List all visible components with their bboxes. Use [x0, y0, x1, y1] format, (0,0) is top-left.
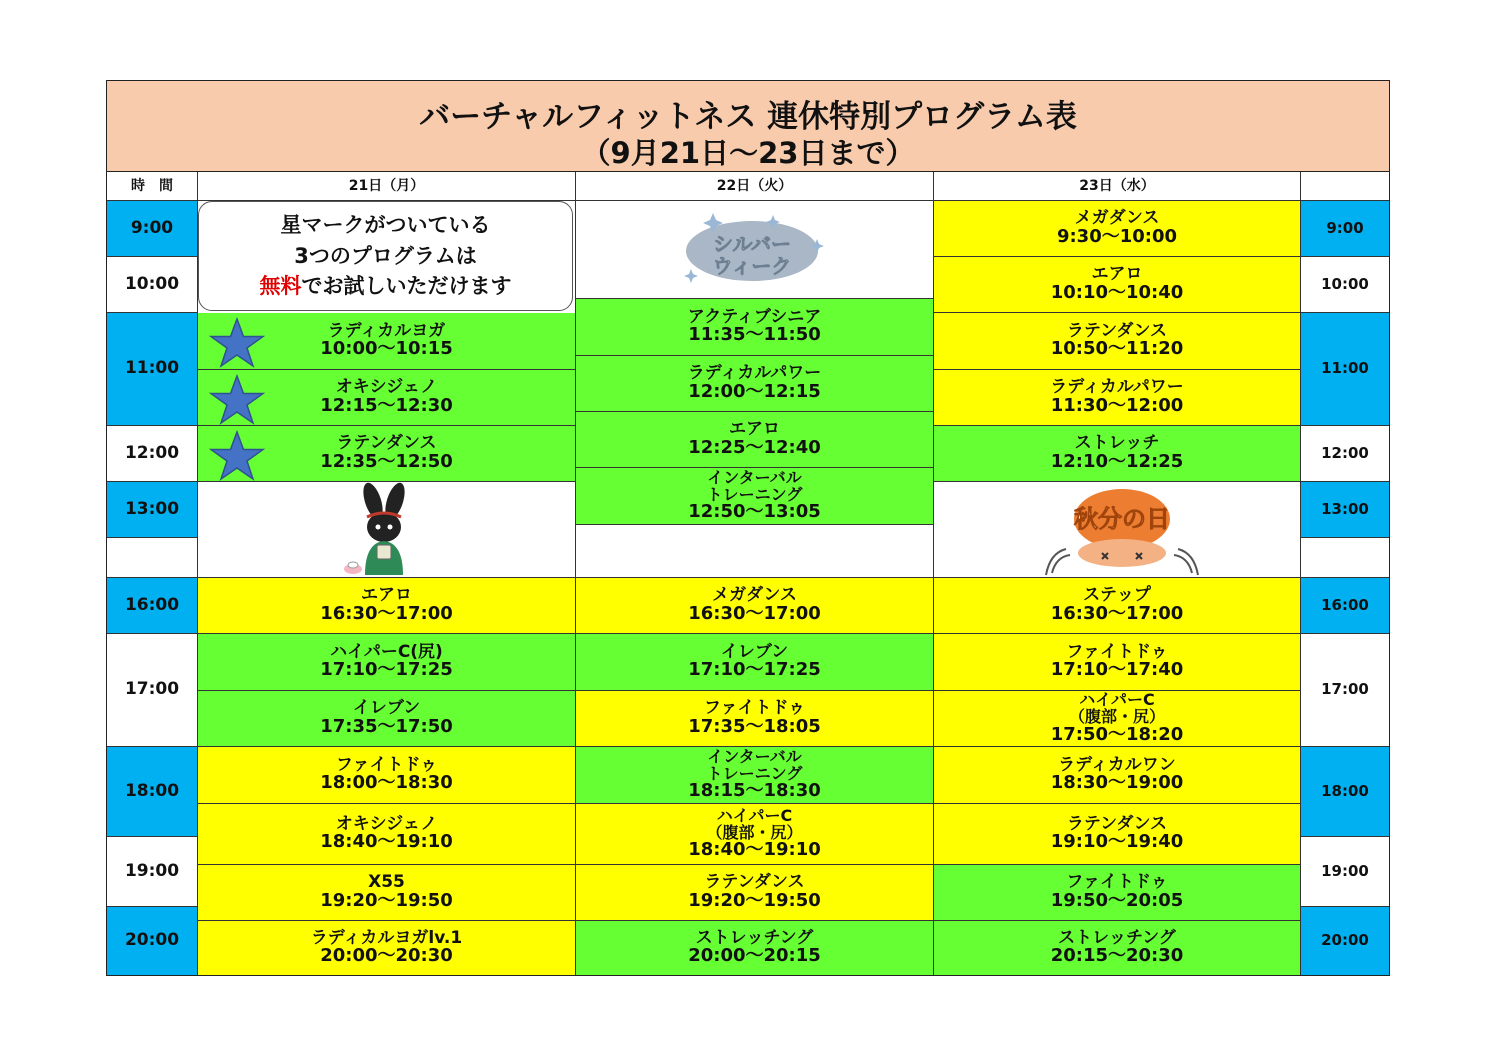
- program-cell[interactable]: ストレッチ 12:10～12:25: [934, 426, 1301, 482]
- program-cell[interactable]: ラディカルパワー 11:30～12:00: [934, 370, 1301, 426]
- time-label-left: 20:00: [107, 907, 198, 975]
- program-cell[interactable]: ハイパーC （腹部・尻） 17:50～18:20: [934, 691, 1301, 747]
- time-label-left: 16:00: [107, 578, 198, 634]
- autumn-equinox-text: 秋分の日: [1074, 505, 1170, 533]
- program-cell[interactable]: アクティブシニア 11:35～11:50: [576, 299, 934, 356]
- program-cell[interactable]: エアロ 12:25～12:40: [576, 412, 934, 468]
- page-title: バーチャルフィットネス 連休特別プログラム表: [419, 99, 1077, 135]
- star-icon: [208, 430, 266, 482]
- program-cell[interactable]: イレブン 17:10～17:25: [576, 634, 934, 691]
- notice-line-1: 星マークがついている: [280, 213, 491, 238]
- program-cell[interactable]: メガダンス 16:30～17:00: [576, 578, 934, 634]
- program-cell[interactable]: ハイパーC(尻) 17:10～17:25: [198, 634, 576, 691]
- star-icon: [208, 317, 266, 369]
- page-subtitle: （9月21日～23日まで）: [581, 136, 915, 170]
- header-time: 時 間: [107, 172, 198, 201]
- header-blank: [1301, 172, 1389, 201]
- time-label-right: 13:00: [1301, 482, 1389, 538]
- program-cell[interactable]: X55 19:20～19:50: [198, 865, 576, 921]
- star-icon: [208, 374, 266, 426]
- time-label-left: 9:00: [107, 201, 198, 257]
- program-cell[interactable]: ラテンダンス 19:10～19:40: [934, 804, 1301, 865]
- program-cell[interactable]: メガダンス 9:30～10:00: [934, 201, 1301, 257]
- program-cell[interactable]: ラディカルヨガ 10:00～10:15: [198, 313, 576, 370]
- time-label-right: 16:00: [1301, 578, 1389, 634]
- header-day-21: 21日（月）: [198, 172, 576, 201]
- time-label-right: 9:00: [1301, 201, 1389, 257]
- time-label-right: 19:00: [1301, 837, 1389, 907]
- program-cell[interactable]: ラテンダンス 19:20～19:50: [576, 865, 934, 921]
- autumn-equinox-illustration: [1042, 483, 1202, 577]
- time-label-right-blank: [1301, 538, 1389, 578]
- program-cell[interactable]: ストレッチング 20:15～20:30: [934, 921, 1301, 975]
- program-cell[interactable]: ラテンダンス 10:50～11:20: [934, 313, 1301, 370]
- program-cell[interactable]: オキシジェノ 12:15～12:30: [198, 370, 576, 426]
- program-cell[interactable]: イレブン 17:35～17:50: [198, 691, 576, 747]
- program-cell[interactable]: ラディカルワン 18:30～19:00: [934, 747, 1301, 804]
- time-label-left-blank: [107, 538, 198, 578]
- time-label-left: 13:00: [107, 482, 198, 538]
- silver-week-text: シルバー: [712, 232, 792, 256]
- time-label-left: 19:00: [107, 837, 198, 907]
- program-cell[interactable]: ラテンダンス 12:35～12:50: [198, 426, 576, 482]
- notice-free-text: 無料: [259, 274, 302, 299]
- program-cell[interactable]: エアロ 10:10～10:40: [934, 257, 1301, 313]
- time-label-right: 11:00: [1301, 313, 1389, 426]
- time-label-left: 10:00: [107, 257, 198, 313]
- time-label-left: 12:00: [107, 426, 198, 482]
- silver-week-illustration: [677, 203, 827, 289]
- time-label-right: 18:00: [1301, 747, 1389, 837]
- day2-blank-afternoon: [576, 525, 934, 578]
- program-cell[interactable]: エアロ 16:30～17:00: [198, 578, 576, 634]
- program-cell[interactable]: ファイトドゥ 19:50～20:05: [934, 865, 1301, 921]
- program-cell[interactable]: ステップ 16:30～17:00: [934, 578, 1301, 634]
- program-cell[interactable]: ファイトドゥ 17:10～17:40: [934, 634, 1301, 691]
- time-label-left: 18:00: [107, 747, 198, 837]
- header-day-23: 23日（水）: [934, 172, 1301, 201]
- program-cell[interactable]: インターバル トレーニング 18:15～18:30: [576, 747, 934, 804]
- program-cell[interactable]: オキシジェノ 18:40～19:10: [198, 804, 576, 865]
- time-label-right: 12:00: [1301, 426, 1389, 482]
- schedule-sheet: [106, 80, 1390, 976]
- notice-line-3: 無料でお試しいただけます: [259, 274, 512, 299]
- time-label-right: 20:00: [1301, 907, 1389, 975]
- time-label-left: 17:00: [107, 634, 198, 747]
- program-cell[interactable]: ハイパーC （腹部・尻） 18:40～19:10: [576, 804, 934, 865]
- program-cell[interactable]: ラディカルパワー 12:00～12:15: [576, 356, 934, 412]
- program-cell[interactable]: ストレッチング 20:00～20:15: [576, 921, 934, 975]
- notice-line-2: 3つのプログラムは: [294, 243, 477, 268]
- header-day-22: 22日（火）: [576, 172, 934, 201]
- silver-week-text: ウィーク: [712, 254, 792, 278]
- free-trial-notice: [198, 201, 573, 311]
- time-label-left: 11:00: [107, 313, 198, 426]
- rabbit-tea-illustration: [339, 481, 429, 577]
- time-label-right: 17:00: [1301, 634, 1389, 747]
- program-cell[interactable]: ファイトドゥ 18:00～18:30: [198, 747, 576, 804]
- program-cell[interactable]: ラディカルヨガlv.1 20:00～20:30: [198, 921, 576, 975]
- title-bar: [107, 81, 1389, 172]
- program-cell[interactable]: インターバル トレーニング 12:50～13:05: [576, 468, 934, 525]
- time-label-right: 10:00: [1301, 257, 1389, 313]
- program-cell[interactable]: ファイトドゥ 17:35～18:05: [576, 691, 934, 747]
